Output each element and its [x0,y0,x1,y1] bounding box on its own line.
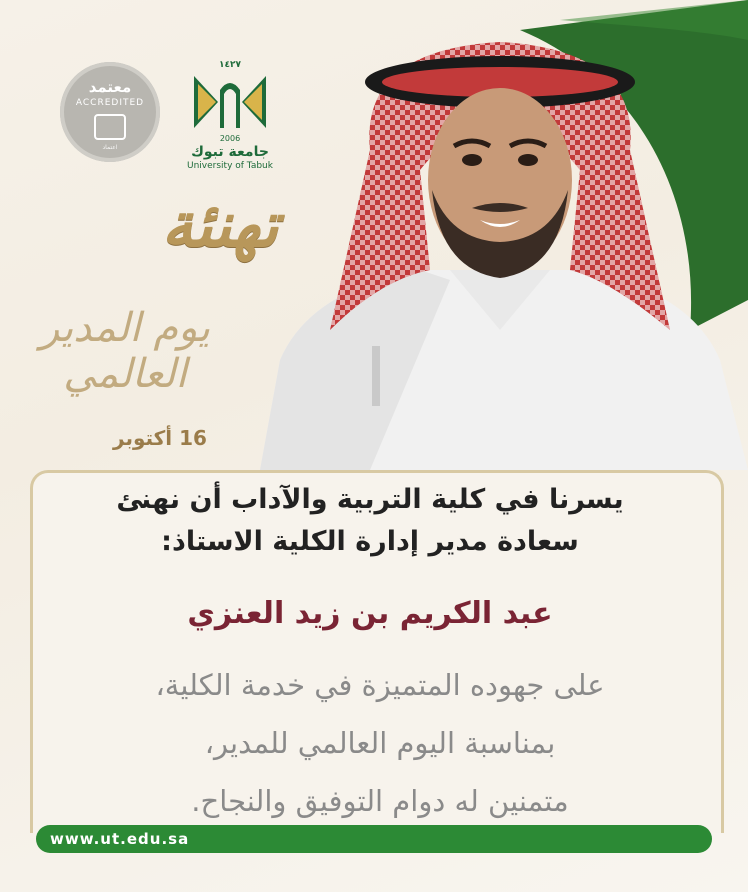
logo-year: 2006 [219,134,241,143]
portrait-photo [250,30,748,470]
accredited-small-text: اعتماد [102,143,118,151]
logo-hijri-year: ١٤٢٧ [219,60,241,70]
footer-url-bar [36,825,712,853]
website-link[interactable]: www.ut.edu.sa [50,830,190,848]
congratulations-title: تهنئة [161,188,279,261]
body-line-1: على جهوده المتميزة في خدمة الكلية، [155,668,605,702]
body-line-3: متمنين له دوام التوفيق والنجاح. [191,784,569,818]
occasion-date: 16 أكتوبر [113,426,207,450]
body-line-2: بمناسبة اليوم العالمي للمدير، [204,726,556,760]
university-name-arabic: جامعة تبوك [191,144,269,160]
accreditation-icon [94,114,126,140]
occasion-title: يوم المدير العالمي [40,305,210,397]
accredited-seal [60,62,160,162]
accredited-english: ACCREDITED [75,97,145,108]
message-panel [30,470,724,833]
honoree-name: عبد الكريم بن زيد العنزي [187,596,553,631]
message-line-1: يسرنا في كلية التربية والآداب أن نهنئ [116,484,624,515]
university-name-english: University of Tabuk [187,161,273,171]
accredited-arabic: معتمد [88,77,132,96]
message-line-2: سعادة مدير إدارة الكلية الاستاذ: [161,526,579,557]
